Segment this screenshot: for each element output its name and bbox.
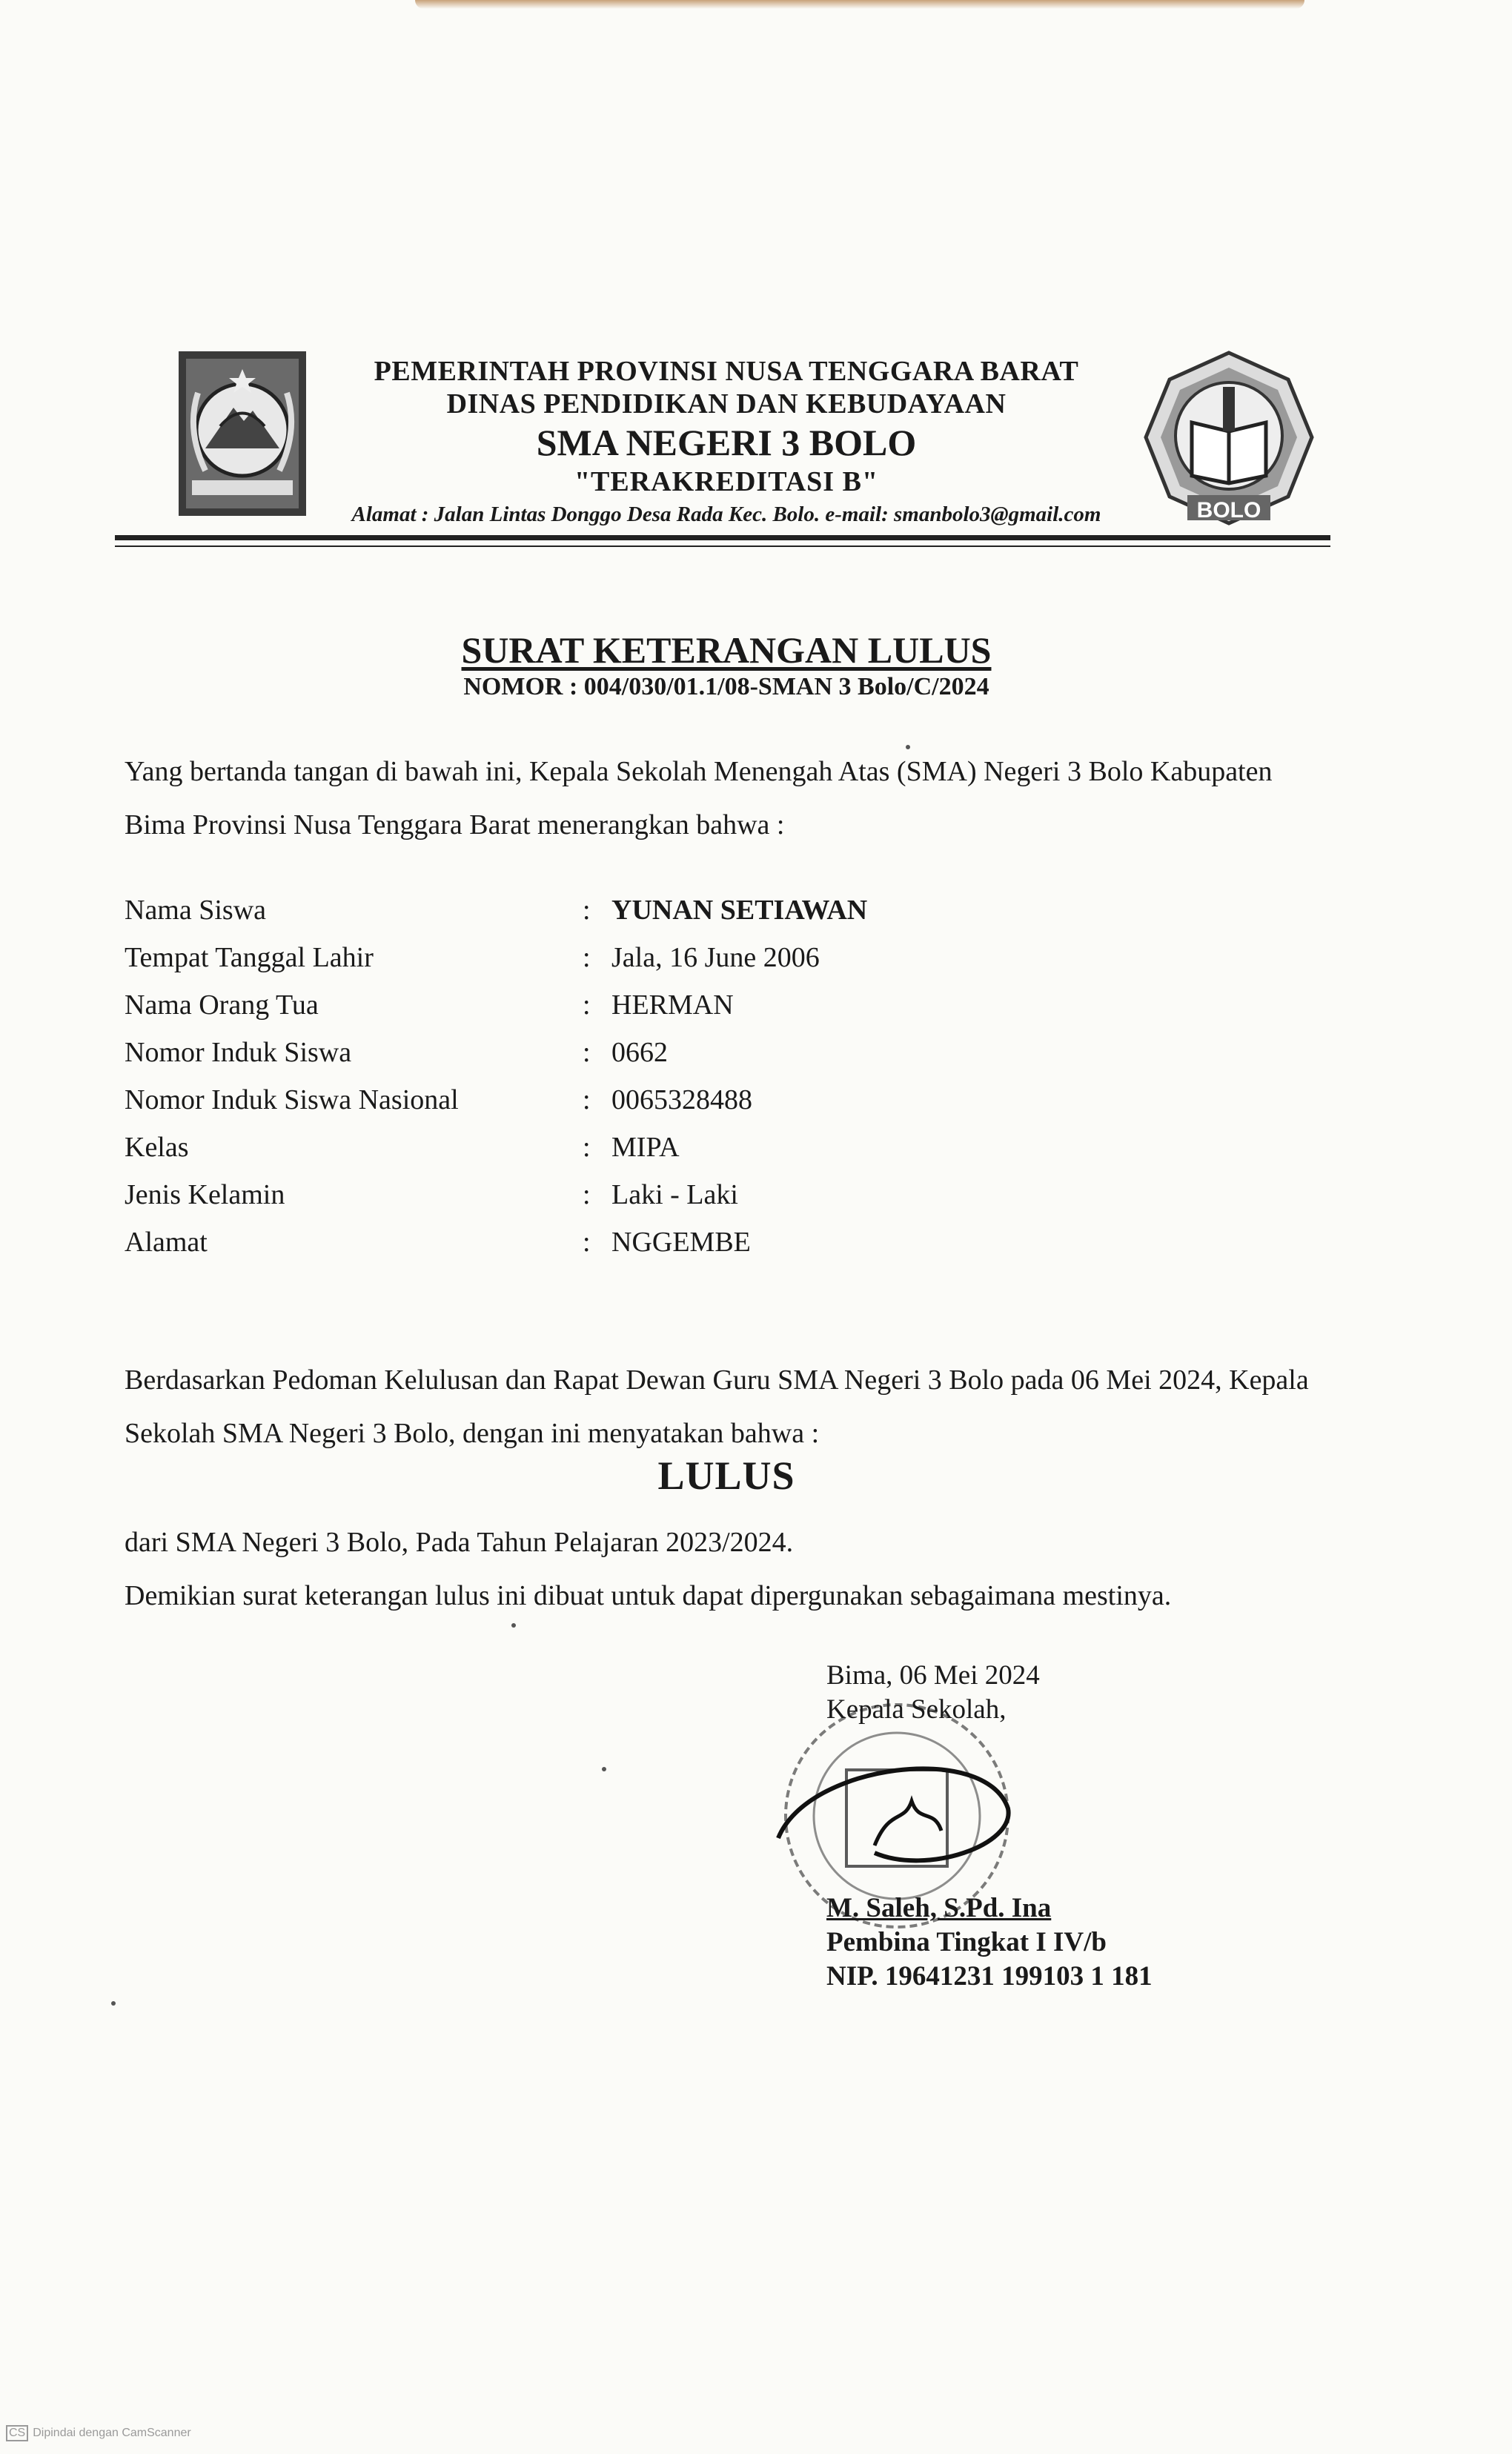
row-label: Kelas <box>125 1132 189 1163</box>
letterhead-rule-thin <box>115 545 1330 547</box>
scanner-text: Dipindai dengan CamScanner <box>33 2427 191 2439</box>
scanner-badge: CS <box>6 2425 28 2441</box>
signature-block <box>826 1659 1241 1994</box>
row-value: 0662 <box>611 1037 668 1068</box>
row-value: NGGEMBE <box>611 1227 751 1258</box>
row-value: HERMAN <box>611 989 734 1021</box>
letterhead-address: Alamat : Jalan Lintas Donggo Desa Rada Kec. Bolo. e-mail: smanbolo3@gmail.com <box>351 503 1101 526</box>
row-separator: : <box>583 1179 591 1210</box>
intro-paragraph: Yang bertanda tangan di bawah ini, Kepala Sekolah Menengah Atas (SMA) Negeri 3 Bolo Kabupaten Bima Provinsi Nusa Tenggara Barat menerangkan bahwa : <box>125 756 1273 840</box>
row-separator: : <box>583 1227 591 1258</box>
signature-position: Kepala Sekolah, <box>826 1694 1007 1725</box>
letterhead-accreditation: "TERAKREDITASI B" <box>574 466 879 497</box>
row-value: 0065328488 <box>611 1084 752 1115</box>
row-label: Alamat <box>125 1227 208 1258</box>
row-label: Nama Orang Tua <box>125 989 319 1021</box>
row-label: Nomor Induk Siswa Nasional <box>125 1084 459 1115</box>
row-value: YUNAN SETIAWAN <box>611 895 868 926</box>
row-label: Jenis Kelamin <box>125 1179 285 1210</box>
row-label: Nama Siswa <box>125 895 267 926</box>
row-separator: : <box>583 989 591 1021</box>
letterhead-rule-thick <box>115 535 1330 540</box>
paper-speck <box>111 2001 116 2006</box>
row-separator: : <box>583 942 591 973</box>
letterhead-department: DINAS PENDIDIKAN DAN KEBUDAYAAN <box>446 388 1007 419</box>
paper-top-edge <box>415 0 1304 9</box>
closing-paragraph <box>125 1516 1385 1622</box>
row-label: Nomor Induk Siswa <box>125 1037 352 1068</box>
closing-line-2: Demikian surat keterangan lulus ini dibuat untuk dapat dipergunakan sebagaimana mestinya. <box>125 1580 1172 1611</box>
paper-speck <box>511 1623 516 1628</box>
closing-line-1: dari SMA Negeri 3 Bolo, Pada Tahun Pelajaran 2023/2024. <box>125 1527 794 1558</box>
letterhead-school-name: SMA NEGERI 3 BOLO <box>536 422 917 463</box>
scanner-watermark <box>6 2425 191 2441</box>
row-separator: : <box>583 1084 591 1115</box>
signature-place-date: Bima, 06 Mei 2024 <box>826 1660 1040 1691</box>
document-number: NOMOR : 004/030/01.1/08-SMAN 3 Bolo/C/2024 <box>463 673 989 700</box>
row-value: Jala, 16 June 2006 <box>611 942 820 973</box>
paper-speck <box>602 1767 606 1771</box>
signatory-rank: Pembina Tingkat I IV/b <box>826 1927 1107 1957</box>
letterhead <box>319 354 1134 531</box>
letterhead-government: PEMERINTAH PROVINSI NUSA TENGGARA BARAT <box>374 356 1079 387</box>
row-value: Laki - Laki <box>611 1179 738 1210</box>
signatory-name: M. Saleh, S.Pd. Ina <box>826 1893 1052 1923</box>
row-separator: : <box>583 1132 591 1163</box>
row-separator: : <box>583 1037 591 1068</box>
row-label: Tempat Tanggal Lahir <box>125 942 374 973</box>
province-emblem-logo <box>176 348 309 519</box>
basis-paragraph: Berdasarkan Pedoman Kelulusan dan Rapat Dewan Guru SMA Negeri 3 Bolo pada 06 Mei 2024, Kepala Sekolah SMA Negeri 3 Bolo, dengan ini menyatakan bahwa : <box>125 1364 1309 1449</box>
right-logo-text: BOLO <box>1196 498 1261 523</box>
row-separator: : <box>583 895 591 926</box>
row-value: MIPA <box>611 1132 680 1163</box>
document-title: SURAT KETERANGAN LULUS <box>461 629 992 671</box>
paper-speck <box>906 745 910 749</box>
signatory-nip: NIP. 19641231 199103 1 181 <box>826 1961 1153 1992</box>
result-heading: LULUS <box>657 1453 795 1498</box>
